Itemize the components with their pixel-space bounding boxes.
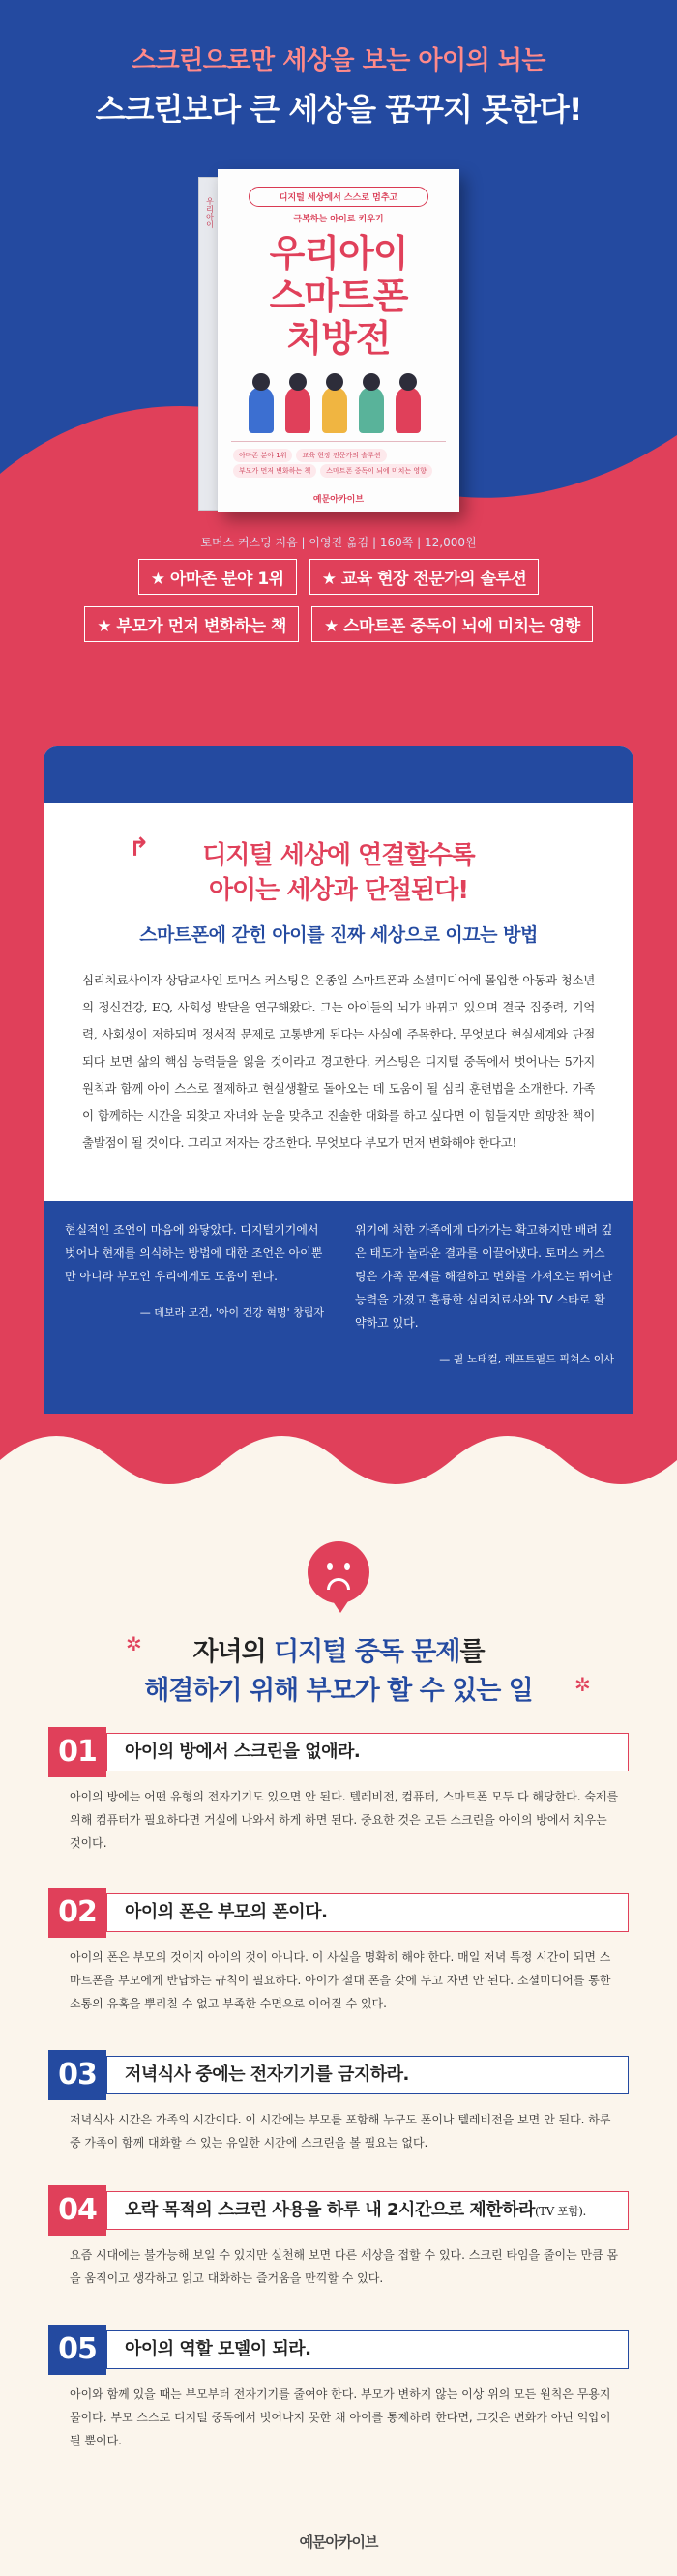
tip-description: 아이의 방에는 어떤 유형의 전자기기도 있으면 안 된다. 텔레비전, 컴퓨터, 스마트폰 모두 다 해당한다. 숙제를 위해 컴퓨터가 필요하다면 거실에 나와서 하게 하면 된다. 중요한 것은 모든 스크린을 아이의 방에서 치우는 것이다. (70, 1790, 619, 1850)
review-card (44, 746, 633, 1201)
quote-panel (44, 1201, 633, 1414)
book-pills: 아마존 분야 1위 교육 현장 전문가의 솔루션 부모가 먼저 변화하는 책 스마트폰 중독이 뇌에 미치는 영향 (231, 441, 446, 479)
book-spine: 우리아이 (198, 177, 221, 511)
review-subheadline: 스마트폰에 갇힌 아이를 진짜 세상으로 이끄는 방법 (139, 924, 538, 946)
review-card-band (44, 746, 633, 803)
book-top-line: 디지털 세상에서 스스로 멈추고 (249, 187, 428, 207)
tips-section (0, 1547, 677, 2576)
review-body: 심리치료사이자 상담교사인 토머스 커스팅은 온종일 스마트폰과 소셜미디어에 몰입한 아동과 청소년의 정신건강, EQ, 사회성 발달을 연구해왔다. 그는 아이들의 뇌가 바뀌고 있으며 결국 집중력, 기억력, 사회성이 저하되며 정서적 문제로 고통받게 된다는 사실에 주목한다. 무엇보다 현실세계와 단절되다 보면 삶의 핵심 능력들을 잃을 것이라고 경고한다. 커스팅은 디지털 중독에서 벗어나는 5가지 원칙과 함께 아이 스스로 절제하고 현실생활로 돌아오는 데 도움이 될 심리 훈련법을 소개한다. 가족이 함께하는 시간을 되찾고 자녀와 눈을 맞추고 진솔한 대화를 하고 싶다면 이 힘들지만 희망찬 책이 출발점이 될 것이다. 그리고 저자는 강조한다. 무엇보다 부모가 먼저 변화해야 한다고! (82, 973, 595, 1150)
book-top-line2: 극복하는 아이로 키우기 (293, 215, 384, 224)
tip-heading: 아이의 폰은 부모의 폰이다. (106, 1893, 629, 1932)
badge-parents: ★ 부모가 먼저 변화하는 책 (84, 606, 299, 642)
hero-section (0, 0, 677, 774)
review-headline-1: 디지털 세상에 연결할수록 (202, 841, 475, 870)
quote-right (355, 1218, 614, 1371)
sparkle-icon: ✲ (126, 1632, 142, 1655)
badge-list (0, 559, 677, 654)
tip-heading: 오락 목적의 스크린 사용을 하루 내 2시간으로 제한하라(TV 포함). (106, 2191, 629, 2230)
scallop-edge (0, 1412, 677, 1547)
book-title: 우리아이 스마트폰 처방전 (269, 232, 408, 360)
badge-brain: ★ 스마트폰 중독이 뇌에 미치는 영향 (311, 606, 593, 642)
quote-right-text: 위기에 처한 가족에게 다가가는 확고하지만 배려 깊은 태도가 놀라운 결과를 이끌어냈다. 토머스 커스팅은 가족 문제를 해결하고 변화를 가져오는 뛰어난 능력을 가졌고 훌륭한 심리치료사와 TV 스타로 활약하고 있다. (355, 1223, 613, 1330)
badge-amazon: ★ 아마존 분야 1위 (138, 559, 297, 595)
sad-face-icon (308, 1541, 369, 1603)
book-credit: 토머스 커스딩 지음 | 이영진 옮김 | 160쪽 | 12,000원 (200, 536, 477, 549)
review-section (0, 774, 677, 1547)
tip-description: 저녁식사 시간은 가족의 시간이다. 이 시간에는 부모를 포함해 누구도 폰이나 텔레비전을 보면 안 된다. 하루 중 가족이 함께 대화할 수 있는 유일한 시간에 스크린을 볼 필요는 없다. (70, 2113, 611, 2150)
tip-number: 02 (48, 1888, 106, 1938)
quote-left (65, 1218, 324, 1325)
tip-heading: 아이의 역할 모델이 되라. (106, 2330, 629, 2369)
tips-title-line2: 해결하기 위해 부모가 할 수 있는 일 (144, 1676, 533, 1706)
tip-description: 요즘 시대에는 불가능해 보일 수 있지만 실천해 보면 다른 세상을 접할 수 있다. 스크린 타임을 줄이는 만큼 몸을 움직이고 생각하고 읽고 대화하는 즐거움을 만끽할 수 있다. (70, 2248, 619, 2285)
tip-number: 04 (48, 2185, 106, 2236)
book-cover (205, 169, 459, 512)
tip-number: 03 (48, 2050, 106, 2100)
tips-title-line1: 자녀의 디지털 중독 문제를 (192, 1637, 485, 1667)
book-front (218, 169, 459, 512)
badge-expert: ★ 교육 현장 전문가의 솔루션 (309, 559, 540, 595)
tip-number: 01 (48, 1727, 106, 1777)
tip-number: 05 (48, 2325, 106, 2375)
book-illustration (231, 366, 446, 433)
tip-description: 아이와 함께 있을 때는 부모부터 전자기기를 줄여야 한다. 부모가 변하지 않는 이상 위의 모든 원칙은 무용지물이다. 부모 스스로 디지털 중독에서 벗어나지 못한 채 아이를 통제하려 한다면, 그것은 변화가 아닌 억압이 될 뿐이다. (70, 2387, 611, 2447)
quote-divider (338, 1218, 339, 1392)
hero-tagline-top: 스크린으로만 세상을 보는 아이의 뇌는 (131, 46, 546, 75)
publisher-logo: 예문아카이브 (299, 2533, 378, 2551)
quote-right-signature: — 필 노태컬, 레프트필드 픽쳐스 이사 (439, 1353, 614, 1365)
book-publisher: 예문아카이브 (312, 495, 365, 505)
quote-left-text: 현실적인 조언이 마음에 와닿았다. 디지털기기에서 벗어나 현재를 의식하는 방법에 대한 조언은 아이뿐만 아니라 부모인 우리에게도 도움이 된다. (65, 1223, 323, 1283)
tip-description: 아이의 폰은 부모의 것이지 아이의 것이 아니다. 이 사실을 명확히 해야 한다. 매일 저녁 특정 시간이 되면 스마트폰을 부모에게 반납하는 규칙이 필요하다. 아이가 절대 폰을 갖에 두고 자면 안 된다. 소셜미디어를 통한 소통의 유혹을 뿌리칠 수 없고 부족한 수면으로 이어질 수 있다. (70, 1950, 611, 2010)
tip-heading: 저녁식사 중에는 전자기기를 금지하라. (106, 2056, 629, 2094)
sparkle-icon: ✲ (574, 1673, 591, 1696)
quote-left-signature: — 데보라 모건, '아이 건강 혁명' 창립자 (139, 1306, 324, 1319)
curved-arrow-icon: ↱ (129, 834, 150, 863)
tip-heading: 아이의 방에서 스크린을 없애라. (106, 1733, 629, 1771)
hero-tagline-main: 스크린보다 큰 세상을 꿈꾸지 못한다! (95, 91, 582, 128)
review-headline-2: 아이는 세상과 단절된다! (208, 876, 469, 905)
